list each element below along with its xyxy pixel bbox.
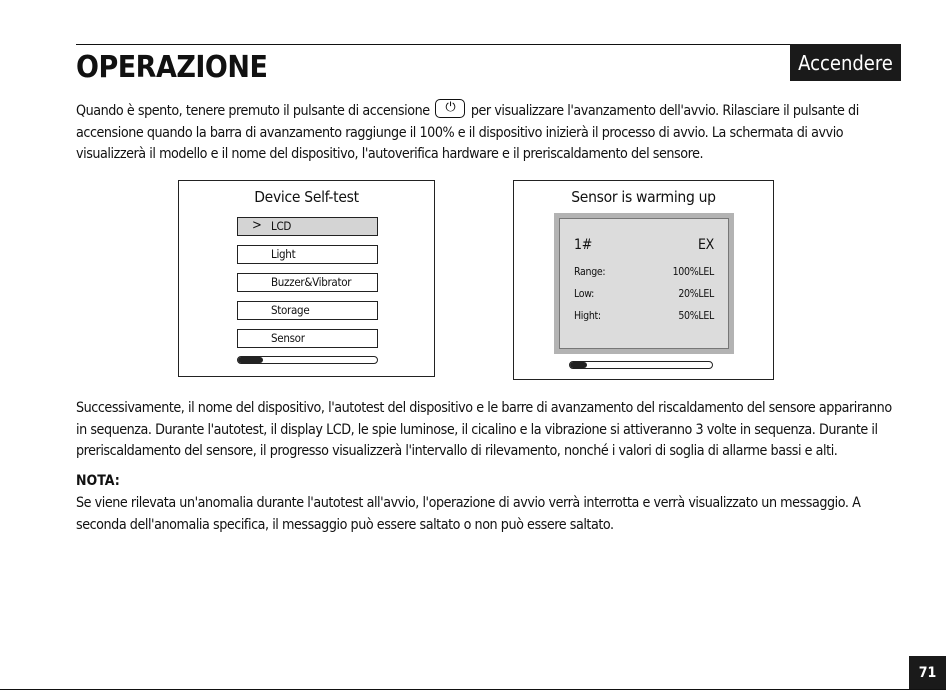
lcd-display bbox=[554, 213, 734, 354]
self-test-item-lcd bbox=[237, 217, 378, 236]
high-label: Hight: bbox=[574, 310, 601, 322]
menu-item-label: LCD bbox=[271, 219, 292, 233]
intro-text-after: per visualizzare l'avanzamento dell'avvio. Rilasciare il pulsante di accensione quando la barra di avanzamento raggiunge il 100% e il dispositivo inizierà il processo di avvio. La schermata di avvio visualizzerà il modello e il nome del dispositivo, l'autoverifica hardware e il preriscaldamento del sensore. bbox=[76, 103, 859, 162]
intro-paragraph bbox=[76, 99, 906, 166]
warmup-title: Sensor is warming up bbox=[571, 188, 716, 206]
range-value: 100%LEL bbox=[672, 266, 714, 278]
self-test-item-buzzer bbox=[237, 273, 378, 292]
self-test-progress-fill bbox=[238, 357, 263, 363]
low-value: 20%LEL bbox=[678, 288, 714, 300]
lcd-panel bbox=[559, 218, 729, 349]
bottom-rule bbox=[0, 689, 946, 690]
gas-type: EX bbox=[698, 237, 714, 253]
warmup-progress-bar bbox=[569, 361, 713, 369]
self-test-item-sensor bbox=[237, 329, 378, 348]
high-value: 50%LEL bbox=[678, 310, 714, 322]
self-test-title: Device Self-test bbox=[254, 188, 359, 206]
lcd-channel-row bbox=[574, 237, 714, 253]
self-test-item-storage bbox=[237, 301, 378, 320]
channel-number: 1# bbox=[574, 237, 592, 253]
self-test-progress-bar bbox=[237, 356, 378, 364]
note-text: Se viene rilevata un'anomalia durante l'autotest all'avvio, l'operazione di avvio verrà interrotta e verrà visualizzato un messaggio. A seconda dell'anomalia specifica, il messaggio può essere saltato o non può essere saltato. bbox=[76, 495, 861, 533]
menu-item-label: Storage bbox=[271, 303, 310, 317]
caret-right-icon: > bbox=[252, 218, 262, 233]
range-label: Range: bbox=[574, 266, 606, 278]
power-icon: ⏻ bbox=[435, 99, 465, 118]
menu-item-label: Buzzer&Vibrator bbox=[271, 275, 352, 289]
body-paragraph: Successivamente, il nome del dispositivo, l'autotest del dispositivo e le barre di avanzamento del riscaldamento del sensore appariranno in sequenza. Durante l'autotest, il display LCD, le spie luminose, il cicalino e la vibrazione si attiveranno 3 volte in sequenza. Durante il preriscaldamento del sensore, il progresso visualizzerà l'intervallo di rilevamento, nonché i valori di soglia di allarme bassi e alti. bbox=[76, 400, 892, 459]
note-heading: NOTA: bbox=[76, 473, 120, 489]
intro-text-before: Quando è spento, tenere premuto il pulsante di accensione bbox=[76, 103, 430, 119]
self-test-screen bbox=[178, 180, 435, 377]
self-test-item-light bbox=[237, 245, 378, 264]
warmup-progress-fill bbox=[570, 362, 587, 368]
lcd-range-row bbox=[574, 266, 714, 278]
top-rule bbox=[76, 44, 901, 45]
menu-item-label: Light bbox=[271, 247, 296, 261]
lcd-low-row bbox=[574, 288, 714, 300]
lcd-high-row bbox=[574, 310, 714, 322]
page-title: OPERAZIONE bbox=[76, 50, 268, 85]
section-tab: Accendere bbox=[790, 44, 901, 81]
menu-item-label: Sensor bbox=[271, 331, 305, 345]
low-label: Low: bbox=[574, 288, 594, 300]
warmup-screen bbox=[513, 180, 774, 380]
page-number: 71 bbox=[909, 656, 946, 689]
